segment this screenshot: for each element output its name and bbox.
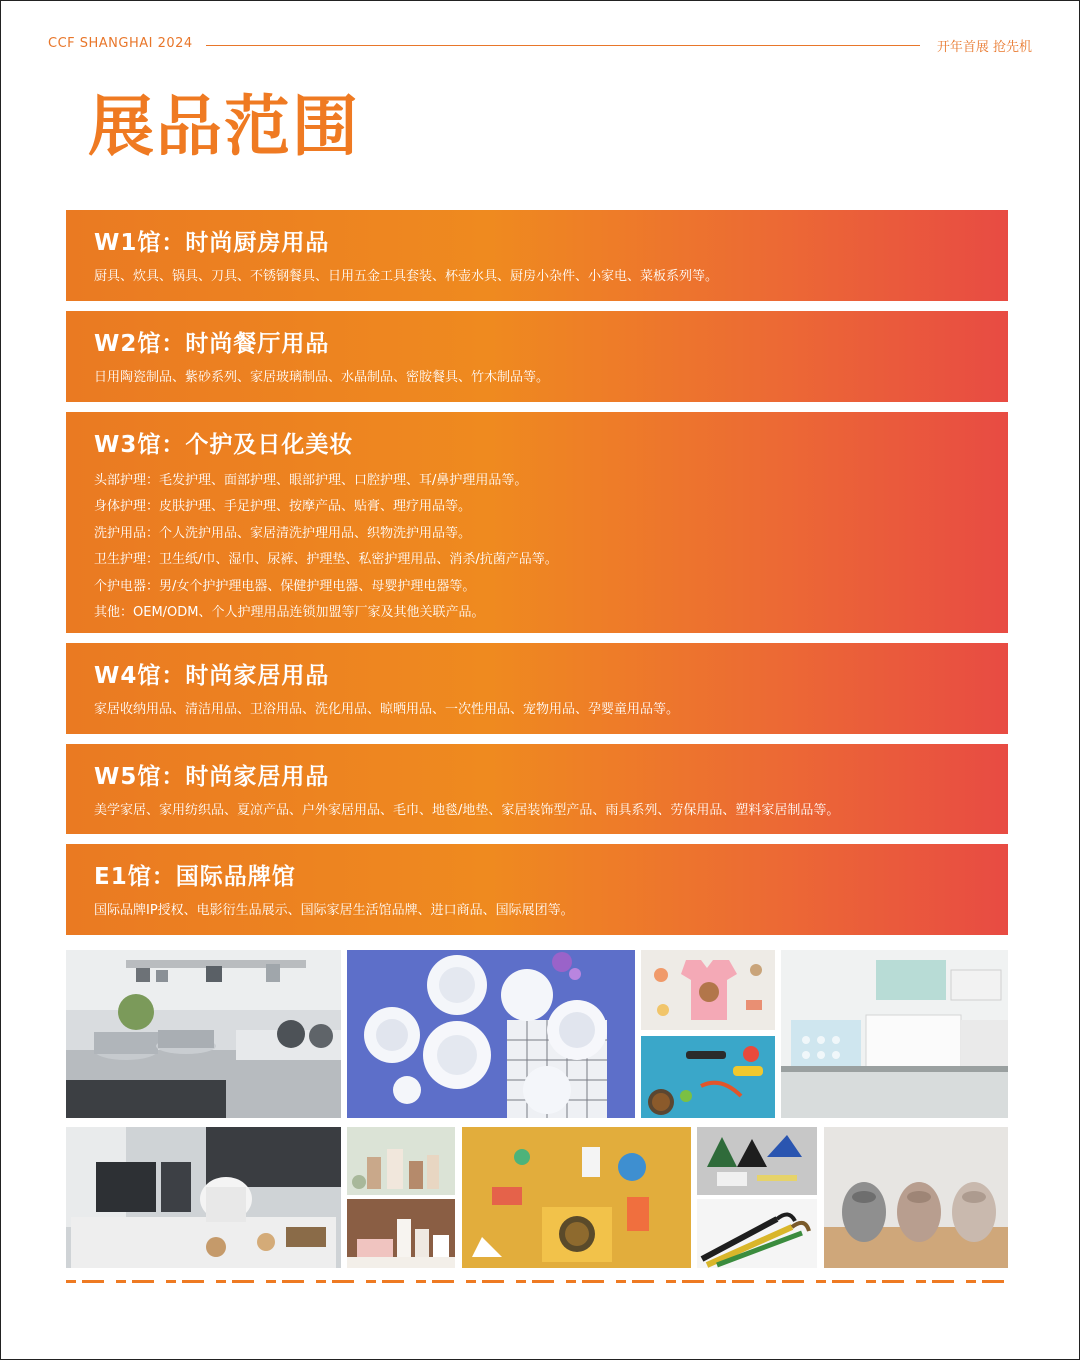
hall-card-w5 (66, 744, 1008, 834)
hall-description: 厨具、炊具、锅具、刀具、不锈钢餐具、日用五金工具套装、杯壶水具、厨房小杂件、小家电、菜板系列等。 (94, 269, 719, 284)
photo-tableware (347, 950, 635, 1118)
page-header (48, 36, 1032, 56)
hall-card-e1 (66, 844, 1008, 935)
hall-title: W2馆：时尚餐厅用品 (94, 331, 330, 357)
hall-card-w1 (66, 210, 1008, 301)
hall-card-w4 (66, 643, 1008, 734)
hall-title: W4馆：时尚家居用品 (94, 663, 330, 689)
category-line-other: 其他：OEM/ODM、个人护理用品连锁加盟等厂家及其他关联产品。 (94, 605, 485, 621)
category-line-wash-care: 洗护用品：个人洗护用品、家居清洗护理用品、织物洗护用品等。 (94, 525, 472, 541)
hall-title: W3馆：个护及日化美妆 (94, 432, 354, 458)
photo-cosmetics (347, 1127, 455, 1195)
photo-slippers (824, 1127, 1008, 1268)
photo-kitchen-stove (66, 950, 341, 1118)
hall-category-list (94, 468, 980, 626)
hall-description: 日用陶瓷制品、紫砂系列、家居玻璃制品、水晶制品、密胺餐具、竹木制品等。 (94, 370, 550, 385)
photo-kitchen-appliances (66, 1127, 341, 1268)
hall-description: 美学家居、家用纺织品、夏凉产品、户外家居用品、毛巾、地毯/地垫、家居装饰型产品、雨具系列、劳保用品、塑料家居制品等。 (94, 803, 840, 818)
hall-title: W1馆：时尚厨房用品 (94, 230, 330, 256)
category-line-appliances: 个护电器：男/女个护护理电器、保健护理电器、母婴护理电器等。 (94, 578, 476, 594)
photo-bath-products (347, 1199, 455, 1268)
photo-storage-baskets (781, 950, 1008, 1118)
hall-card-w2 (66, 311, 1008, 402)
photo-work-gloves (697, 1127, 817, 1195)
category-line-hygiene: 卫生护理：卫生纸/巾、湿巾、尿裤、护理垫、私密护理用品、消杀/抗菌产品等。 (94, 552, 558, 568)
photo-umbrellas (697, 1199, 817, 1268)
hall-description: 国际品牌IP授权、电影衍生品展示、国际家居生活馆品牌、进口商品、国际展团等。 (94, 903, 574, 918)
event-name: CCF SHANGHAI 2024 (48, 36, 193, 51)
header-slogan: 开年首展 抢先机 (936, 40, 1032, 55)
category-line-head-care: 头部护理：毛发护理、面部护理、眼部护理、口腔护理、耳/鼻护理用品等。 (94, 473, 528, 488)
photo-pet-supplies (641, 1036, 775, 1118)
header-divider (206, 45, 920, 46)
footer-dashed-divider (66, 1280, 1008, 1283)
photo-household-goods (462, 1127, 691, 1268)
hall-description: 家居收纳用品、清洁用品、卫浴用品、洗化用品、晾晒用品、一次性用品、宠物用品、孕婴童用品等。 (94, 702, 680, 717)
hall-card-w3 (66, 412, 1008, 633)
page-title: 展品范围 (88, 88, 360, 165)
hall-title: E1馆：国际品牌馆 (94, 864, 296, 890)
photo-baby-clothes (641, 950, 775, 1030)
category-line-body-care: 身体护理：皮肤护理、手足护理、按摩产品、贴膏、理疗用品等。 (94, 499, 472, 515)
hall-title: W5馆：时尚家居用品 (94, 764, 330, 790)
